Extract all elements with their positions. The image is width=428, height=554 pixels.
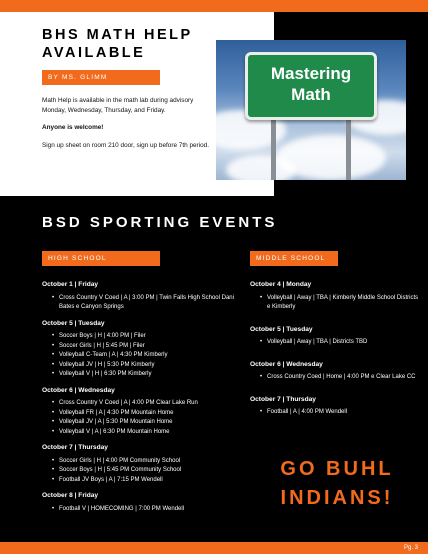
event-list bbox=[250, 338, 420, 348]
sporting-events-title: BSD SPORTING EVENTS bbox=[42, 214, 278, 231]
event-item: • Football V | HOMECOMING | 7:00 PM Wendell bbox=[52, 505, 242, 515]
event-day-heading: October 4 | Monday bbox=[250, 281, 312, 288]
bottom-accent-bar bbox=[0, 542, 428, 554]
top-accent-bar bbox=[0, 0, 428, 12]
mastering-math-sign-image bbox=[216, 40, 406, 180]
event-item: • Football | A | 4:00 PM Wendell bbox=[260, 408, 420, 418]
event-list bbox=[250, 373, 420, 383]
event-item: • Soccer Girls | H | 5:45 PM | Filer bbox=[52, 342, 242, 352]
event-item: • Volleyball | Away | TBA | Kimberly Middle School Districts e Kimberly bbox=[260, 294, 420, 313]
event-list bbox=[42, 294, 242, 313]
event-item: • Soccer Boys | H | 4:00 PM | Filer bbox=[52, 332, 242, 342]
event-item: • Soccer Girls | H | 4:00 PM Community School bbox=[52, 457, 242, 467]
event-list bbox=[42, 505, 242, 515]
event-item: • Volleyball FR | A | 4:30 PM Mountain Home bbox=[52, 409, 242, 419]
event-list bbox=[250, 408, 420, 418]
high-school-events bbox=[42, 280, 242, 520]
sign-text bbox=[248, 63, 374, 105]
event-day-group bbox=[42, 280, 242, 313]
event-day-group bbox=[42, 443, 242, 485]
event-item: • Volleyball V | H | 6:30 PM Kimberly bbox=[52, 370, 242, 380]
signup-text: Sign up sheet on room 210 door, sign up before 7th period. bbox=[42, 141, 209, 149]
event-list bbox=[42, 332, 242, 380]
sign-line-2: Math bbox=[291, 85, 331, 104]
event-day-heading: October 7 | Thursday bbox=[250, 395, 316, 403]
byline-badge: BY MS. GLIMM bbox=[42, 70, 160, 85]
welcome-text: Anyone is welcome! bbox=[42, 124, 104, 132]
event-item: • Cross Country Coed | Home | 4:00 PM e Clear Lake CC bbox=[260, 373, 420, 383]
go-buhl-slogan bbox=[262, 455, 412, 513]
event-day-group bbox=[42, 319, 242, 380]
event-item: • Volleyball | Away | TBA | Districts TBD bbox=[260, 338, 420, 348]
math-help-description: Math Help is available in the math lab during advisory Monday, Wednesday, Thursday, and Friday. bbox=[42, 97, 194, 114]
sign-post-right bbox=[346, 120, 351, 180]
event-day-group bbox=[250, 360, 420, 383]
event-day-group bbox=[250, 395, 420, 418]
event-day-heading: October 5 | Tuesday bbox=[42, 319, 105, 327]
event-day-heading: October 6 | Wednesday bbox=[42, 386, 115, 394]
event-day-heading: October 1 | Friday bbox=[42, 281, 99, 288]
middle-school-header: MIDDLE SCHOOL bbox=[250, 251, 338, 266]
sign-line-1: Mastering bbox=[270, 64, 352, 83]
event-day-group bbox=[250, 280, 420, 313]
slogan-line-1: GO BUHL bbox=[280, 458, 394, 480]
event-day-group bbox=[42, 386, 242, 438]
sign-post-left bbox=[271, 120, 276, 180]
event-list bbox=[250, 294, 420, 313]
event-day-group bbox=[250, 325, 420, 348]
event-item: • Soccer Boys | H | 5:45 PM Community School bbox=[52, 466, 242, 476]
event-item: • Cross Country V Coed | A | 3:00 PM | Twin Falls High School Dani Bates e Canyon Springs bbox=[52, 294, 242, 313]
event-day-group bbox=[42, 491, 242, 514]
event-day-heading: October 6 | Wednesday bbox=[250, 360, 323, 368]
road-sign bbox=[245, 52, 377, 120]
event-item: • Football JV Boys | A | 7:15 PM Wendell bbox=[52, 476, 242, 486]
event-item: • Volleyball JV | H | 5:30 PM Kimberly bbox=[52, 361, 242, 371]
page-number: Pg. 3 bbox=[403, 545, 418, 551]
event-list bbox=[42, 457, 242, 486]
event-item: • Cross Country V Coed | A | 4:00 PM Clear Lake Run bbox=[52, 399, 242, 409]
event-item: • Volleyball JV | A | 5:30 PM Mountain Home bbox=[52, 418, 242, 428]
event-day-heading: October 5 | Tuesday bbox=[250, 325, 313, 333]
event-day-heading: October 8 | Friday bbox=[42, 492, 99, 499]
event-item: • Volleyball V | A | 6:30 PM Mountain Home bbox=[52, 428, 242, 438]
event-list bbox=[42, 399, 242, 437]
middle-school-events bbox=[250, 280, 420, 430]
event-item: • Volleyball C-Team | A | 4:30 PM Kimberly bbox=[52, 351, 242, 361]
event-day-heading: October 7 | Thursday bbox=[42, 444, 108, 451]
math-help-body bbox=[42, 96, 214, 158]
high-school-header: HIGH SCHOOL bbox=[42, 251, 160, 266]
math-help-title: BHS MATH HELP AVAILABLE bbox=[42, 27, 193, 61]
slogan-line-2: INDIANS! bbox=[280, 487, 394, 509]
